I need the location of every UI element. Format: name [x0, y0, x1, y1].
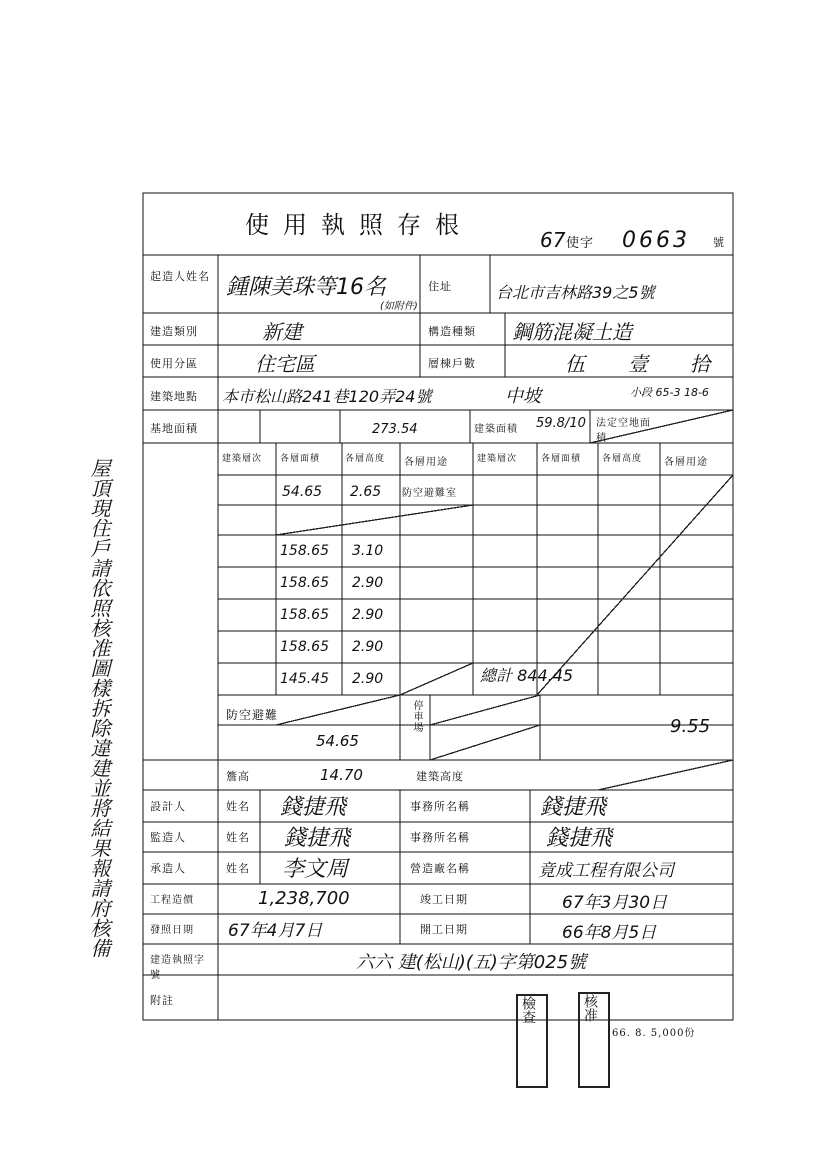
basement-area: 54.65 [282, 484, 323, 500]
site-area-label: 基地面積 [150, 422, 198, 435]
start-label: 開工日期 [420, 923, 468, 936]
applicant-value: 鍾陳美珠等16名 [226, 275, 386, 300]
zoning-value: 住宅區 [255, 352, 315, 376]
location-value: 本市松山路241巷120弄24號 [222, 387, 432, 406]
contractor-value: 李文周 [282, 857, 349, 882]
contractor-company-label: 營造廠名稱 [410, 862, 470, 875]
basement-height: 2.65 [350, 484, 382, 500]
supervisor-office-value: 錢捷飛 [546, 826, 613, 851]
contractor-name-label: 姓名 [226, 862, 250, 875]
shelter-underground: 54.65 [316, 732, 359, 750]
page-title: 使用執照存根 [245, 211, 473, 239]
cost-label: 工程造價 [150, 895, 194, 906]
address-value: 台北市吉林路39之5號 [496, 283, 655, 302]
other-area-value: 273.54 [372, 422, 418, 437]
use-header-right: 各層用途 [664, 457, 708, 468]
designer-value: 錢捷飛 [280, 795, 347, 820]
floor5-height: 2.90 [352, 671, 384, 687]
lots-value: 小段 65-3 18-6 [630, 386, 709, 399]
supervisor-value: 錢捷飛 [284, 826, 351, 851]
supervisor-name-label: 姓名 [226, 831, 250, 844]
area-header-right: 各層面積 [541, 454, 582, 464]
side-note: 屋頂現住戶請依照核准圖樣拆除違建並將結果報請府核備 [87, 458, 111, 958]
license-number: 0663 [622, 228, 690, 253]
floor-header-right: 建築層次 [477, 454, 518, 464]
households-value: 拾 [690, 352, 710, 376]
license-suffix: 號 [713, 236, 725, 249]
area-header-left: 各層面積 [280, 454, 321, 464]
height-header-right: 各層高度 [602, 454, 643, 464]
contractor-company-value: 竟成工程有限公司 [538, 861, 674, 881]
roof-ratio: 9.55 [670, 716, 711, 737]
floor2-height: 2.90 [352, 575, 384, 591]
eave-height-value: 14.70 [320, 766, 363, 784]
building-area-label: 建築面積 [474, 424, 518, 435]
floor3-area: 158.65 [280, 607, 329, 623]
floor-header-left: 建築層次 [222, 454, 263, 464]
shelter-label: 防空避難 [226, 708, 279, 722]
issue-date-value: 67年4月7日 [228, 921, 323, 941]
designer-name-label: 姓名 [226, 800, 250, 813]
floor4-height: 2.90 [352, 639, 384, 655]
legal-open-space-label: 法定空地面積 [596, 418, 651, 444]
address-label: 住址 [428, 280, 452, 293]
floor5-area: 145.45 [280, 671, 329, 687]
parking-label: 停車場 [411, 700, 422, 733]
structure-label: 構造種類 [428, 325, 476, 338]
category-value: 新建 [262, 320, 302, 344]
applicant-note: (如附件) [380, 301, 418, 312]
floor1-height: 3.10 [352, 543, 384, 559]
supervisor-label: 監造人 [150, 831, 186, 844]
completion-value: 67年3月30日 [562, 893, 668, 913]
category-label: 建造類別 [150, 325, 198, 338]
designer-office-label: 事務所名稱 [410, 800, 470, 813]
license-prefix: 67 [540, 228, 566, 252]
designer-office-value: 錢捷飛 [540, 795, 607, 820]
cost-value: 1,238,700 [258, 888, 350, 909]
designer-label: 設計人 [150, 800, 186, 813]
supervisor-office-label: 事務所名稱 [410, 831, 470, 844]
floor2-area: 158.65 [280, 575, 329, 591]
approval-stamp: 核准 [578, 992, 610, 1088]
print-run-note: 66. 8. 5,000份 [612, 1028, 696, 1039]
license-mark: 使字 [566, 236, 595, 251]
zoning-label: 使用分區 [150, 357, 198, 370]
floor4-area: 158.65 [280, 639, 329, 655]
building-height-label: 建築高度 [416, 770, 464, 783]
floor3-height: 2.90 [352, 607, 384, 623]
notes-label: 附註 [150, 994, 174, 1007]
floors-households-label: 層棟戶數 [428, 357, 476, 370]
use-header-left: 各層用途 [404, 457, 448, 468]
structure-value: 鋼筋混凝土造 [512, 320, 632, 344]
building-ratio-value: 59.8/10 [536, 416, 586, 431]
section-value: 中坡 [505, 386, 541, 407]
buildings-value: 壹 [628, 352, 648, 376]
height-header-left: 各層高度 [345, 454, 386, 464]
floor1-area: 158.65 [280, 543, 329, 559]
contractor-label: 承造人 [150, 862, 186, 875]
eave-height-label: 簷高 [226, 770, 250, 783]
completion-label: 竣工日期 [420, 893, 468, 906]
start-value: 66年8月5日 [562, 923, 657, 943]
issue-date-label: 發照日期 [150, 925, 194, 936]
basement-use: 防空避難室 [402, 488, 457, 499]
applicant-label: 起造人姓名 [150, 270, 210, 283]
total-area: 總計 844.45 [480, 666, 574, 685]
floors-value: 伍 [565, 352, 585, 376]
location-label: 建築地點 [150, 390, 198, 403]
permit-value: 六六 建(松山)(五)字第025號 [356, 952, 587, 973]
inspection-stamp: 檢查 [516, 994, 548, 1088]
permit-label: 建造執照字號 [150, 955, 205, 981]
